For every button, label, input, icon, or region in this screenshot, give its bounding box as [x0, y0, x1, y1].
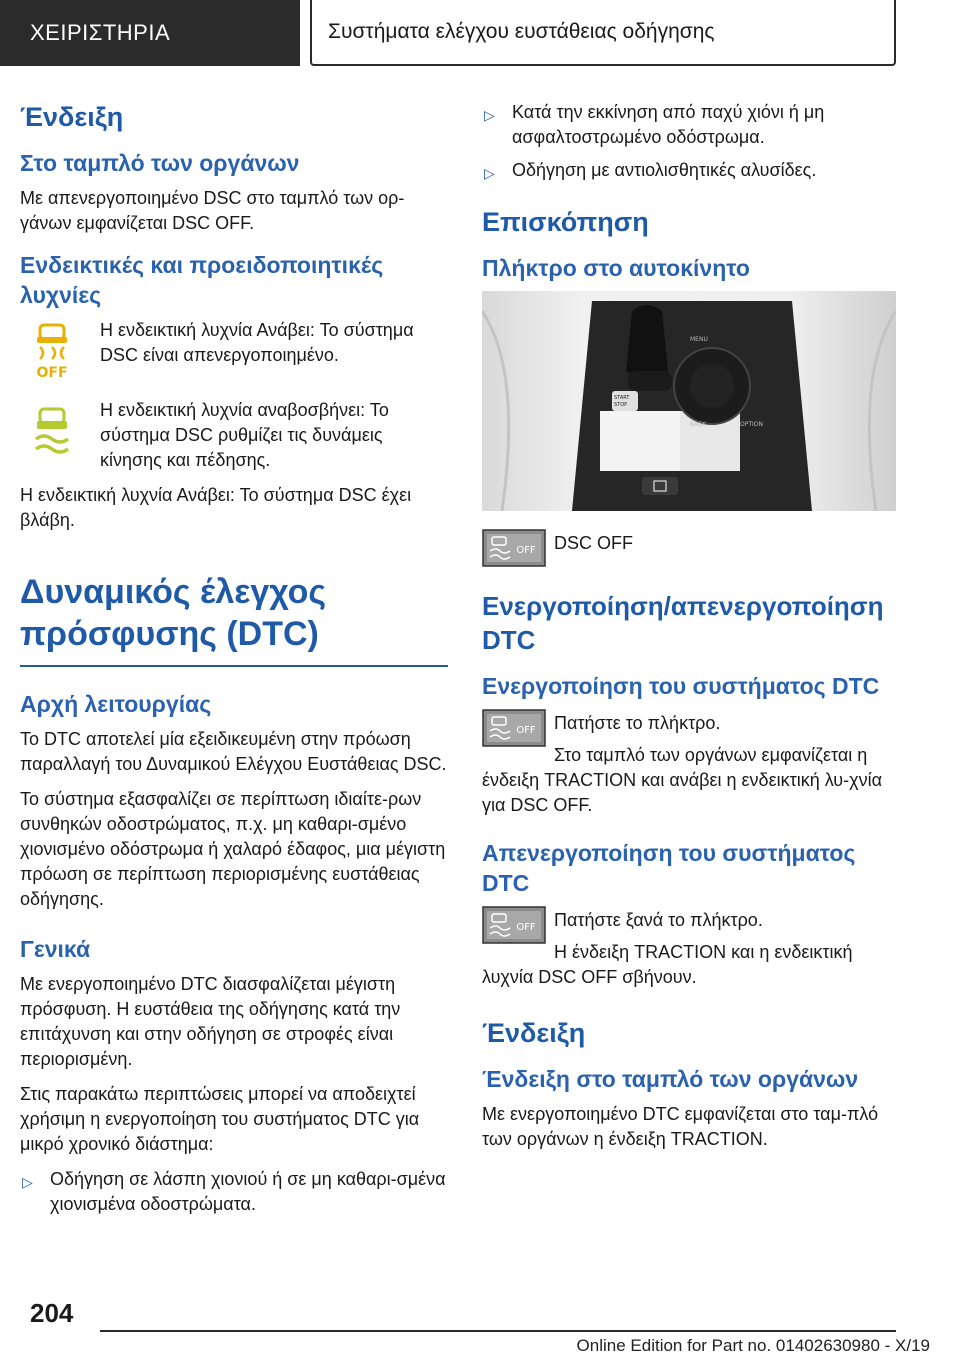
dsc-active-warning-icon — [20, 398, 84, 462]
svg-text:START: START — [614, 395, 630, 401]
list-item: ▷ Κατά την εκκίνηση από παχύ χιόνι ή μη ασφαλτοστρωμένο οδόστρωμα. — [484, 102, 825, 147]
svg-text:OFF: OFF — [516, 922, 536, 933]
dsc-off-warning-icon — [20, 318, 84, 382]
indicator-dsc-active-text: Η ενδεικτική λυχνία αναβοσβήνει: Το σύστημα DSC ρυθμίζει τις δυνάμεις κίνησης και πέδησης. — [100, 400, 389, 470]
dsc-fault-text: Η ενδεικτική λυχνία Ανάβει: Το σύστημα DSC έχει βλάβη. — [20, 485, 412, 530]
dsc-off-button-icon — [482, 529, 546, 567]
triangle-bullet-icon: ▷ — [484, 107, 495, 123]
heading-lamps: Ενδεικτικές και προειδοποιητικές λυχνίες — [20, 252, 384, 308]
svg-text:OPTION: OPTION — [740, 421, 763, 428]
heading-button-in-car: Πλήκτρο στο αυτοκίνητο — [482, 255, 750, 281]
svg-text:OFF: OFF — [36, 365, 68, 379]
conditions-list-continued — [482, 100, 896, 183]
deactivate-step — [482, 906, 896, 944]
dsc-off-text: Με απενεργοποιημένο DSC στο ταμπλό των ορ-γάνων εμφανίζεται DSC OFF. — [20, 188, 405, 233]
svg-text:MENU: MENU — [690, 336, 708, 343]
deactivate-result-text: Η ένδειξη TRACTION και η ενδεικτική λυχνία DSC OFF σβήνουν. — [482, 942, 853, 987]
list-item: ▷ Οδήγηση με αντιολισθητικές αλυσίδες. — [482, 158, 896, 183]
activate-step — [482, 709, 896, 747]
dtc-title-block — [20, 571, 448, 667]
indicator-dsc-active — [20, 398, 448, 473]
press-again-text: Πατήστε ξανά το πλήκτρο. — [554, 910, 763, 930]
heading-principle: Αρχή λειτουργίας — [20, 691, 212, 717]
list-item: ▷ Οδήγηση σε λάσπη χιονιού ή σε μη καθαρι-σμένα χιονισμένα οδοστρώματα. — [22, 1169, 446, 1214]
dsc-off-button-legend — [482, 529, 896, 567]
heading-dtc: Δυναμικός έλεγχος πρόσφυσης (DTC) — [20, 573, 327, 653]
right-column — [482, 100, 896, 1162]
dsc-off-label: DSC OFF — [554, 533, 633, 553]
traction-text: Με ενεργοποιημένο DTC εμφανίζεται στο ταμ-πλό των οργάνων η ένδειξη TRACTION. — [482, 1104, 879, 1149]
activate-result-text: Στο ταμπλό των οργάνων εμφανίζεται η ένδειξη TRACTION και ανάβει η ενδεικτική λυ-χνία για DSC OFF. — [482, 745, 882, 815]
center-console-photo — [482, 291, 896, 511]
svg-text:OFF: OFF — [516, 725, 536, 736]
heading-activate-deactivate: Ενεργοποίηση/απενεργοποίηση DTC — [482, 591, 884, 655]
svg-text:OFF: OFF — [516, 545, 536, 556]
heading-activate-system: Ενεργοποίηση του συστήματος DTC — [482, 673, 880, 699]
page-number: 204 — [30, 1298, 74, 1328]
heading-indication: Ένδειξη — [20, 102, 124, 132]
dsc-off-button-icon — [482, 906, 546, 944]
triangle-bullet-icon: ▷ — [484, 165, 495, 181]
press-key-text: Πατήστε το πλήκτρο. — [554, 713, 721, 733]
indicator-dsc-off-text: Η ενδεικτική λυχνία Ανάβει: Το σύστημα DSC είναι απενεργοποιημένο. — [100, 320, 414, 365]
triangle-bullet-icon: ▷ — [22, 1174, 33, 1190]
principle-text-2: Το σύστημα εξασφαλίζει σε περίπτωση ιδιαίτε-ρων συνθηκών οδοστρώματος, π.χ. μη καθαρι-σμένο χιονισμένο οδόστρωμα ή χαλαρό έδαφος, μια μέγιστη πρόωση σε περίπτωση περιορισμένης ευστάθειας οδήγησης. — [20, 789, 446, 909]
heading-indication-instrument: Ένδειξη στο ταμπλό των οργάνων — [482, 1066, 859, 1092]
principle-text-1: Το DTC αποτελεί μία εξειδικευμένη στην πρόωση παραλλαγή του Δυναμικού Ελέγχου Ευστάθειας DSC. — [20, 729, 447, 774]
conditions-list — [20, 1167, 448, 1217]
section-tab: ΧΕΙΡΙΣΤΗΡΙΑ — [0, 0, 300, 66]
heading-instrument-cluster: Στο ταμπλό των οργάνων — [20, 150, 300, 176]
indicator-dsc-off — [20, 318, 448, 382]
general-text-1: Με ενεργοποιημένο DTC διασφαλίζεται μέγιστη πρόσφυση. Η ευστάθεια της οδήγησης κατά την επιτάχυνση και στην οδήγηση σε στροφές είναι περιορισμένη. — [20, 974, 401, 1069]
dsc-off-button-icon — [482, 709, 546, 747]
footer-edition: Online Edition for Part no. 01402630980 - X/19 — [576, 1336, 930, 1355]
heading-indication-2: Ένδειξη — [482, 1018, 586, 1048]
heading-deactivate-system: Απενεργοποίηση του συστήματος DTC — [482, 840, 856, 896]
general-text-2: Στις παρακάτω περιπτώσεις μπορεί να αποδειχτεί χρήσιμη η ενεργοποίηση του συστήματος DTC για μικρό χρονικό διάστημα: — [20, 1084, 420, 1154]
svg-text:STOP: STOP — [614, 402, 628, 408]
heading-general: Γενικά — [20, 936, 91, 962]
left-column — [20, 100, 448, 1227]
heading-overview: Επισκόπηση — [482, 207, 649, 237]
footer-divider — [100, 1330, 896, 1332]
svg-text:BACK: BACK — [690, 421, 707, 428]
chapter-title: Συστήματα ελέγχου ευστάθειας οδήγησης — [310, 0, 896, 66]
